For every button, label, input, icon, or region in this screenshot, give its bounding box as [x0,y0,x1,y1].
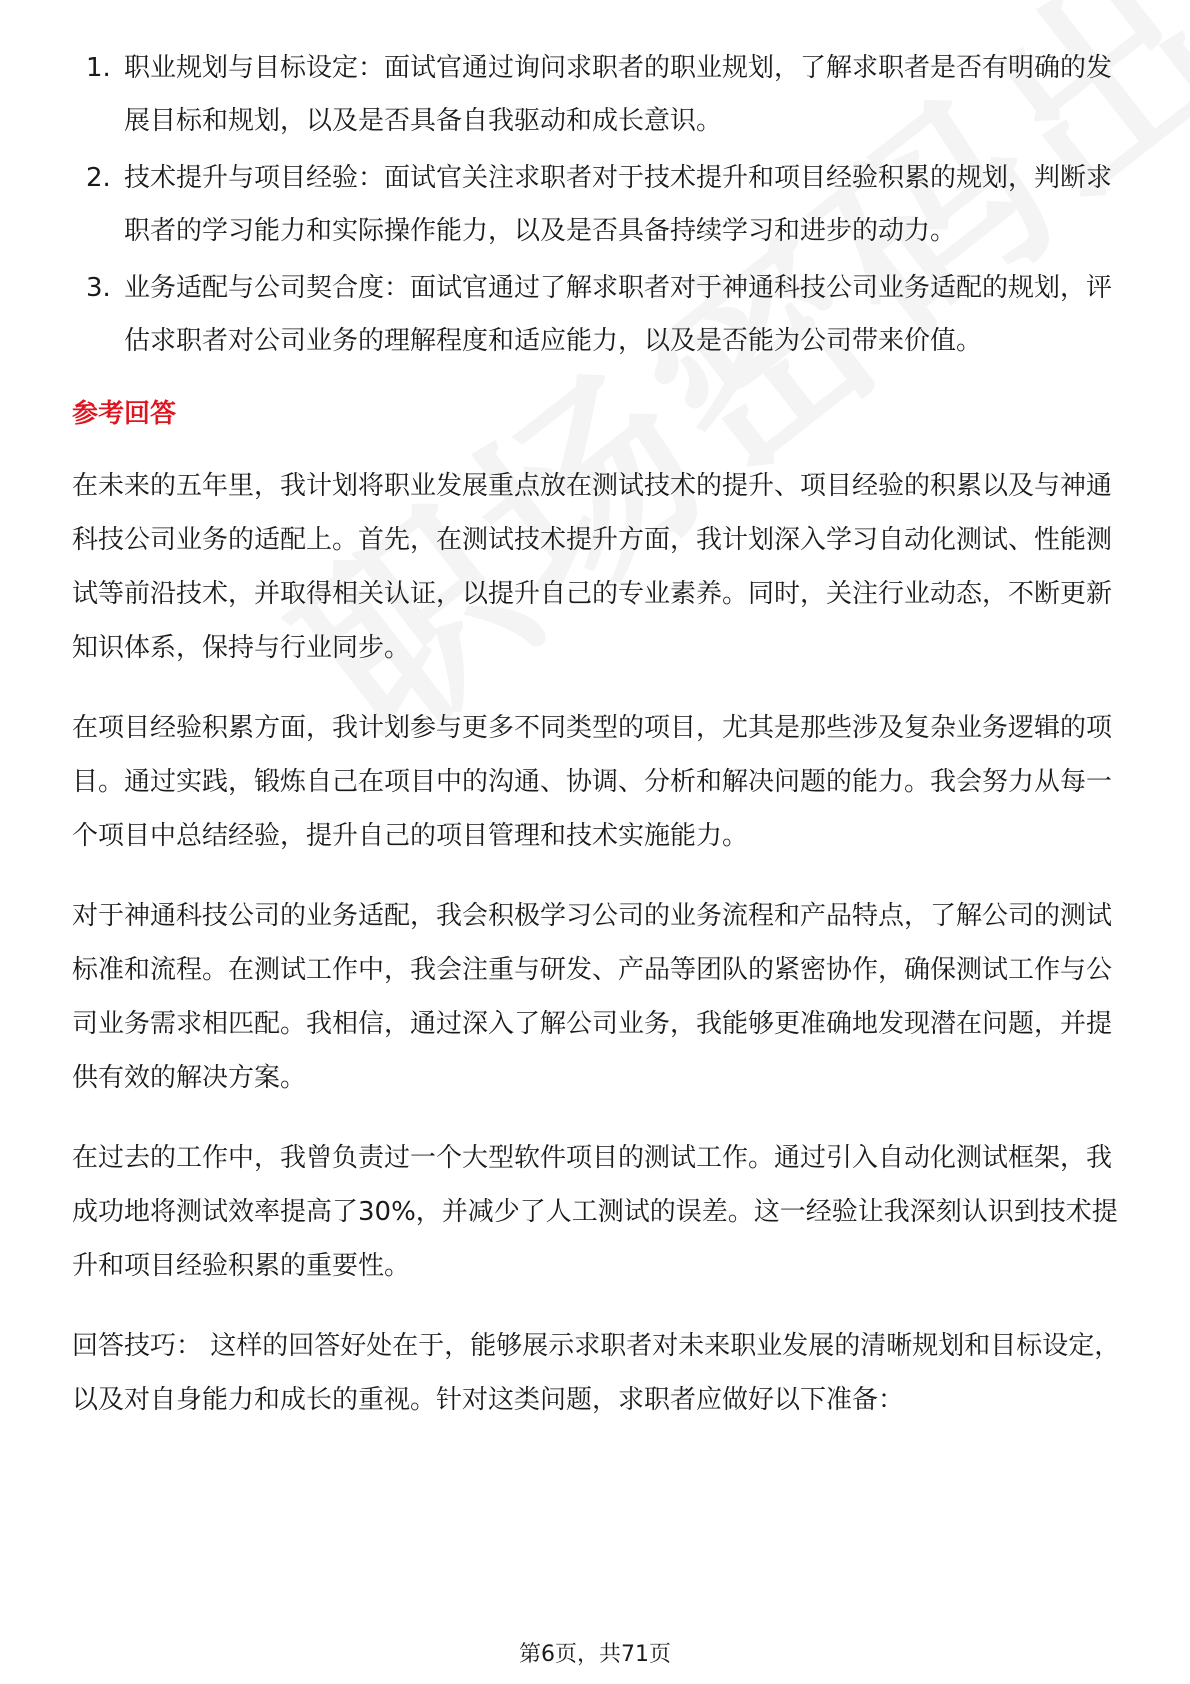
list-item-text: 业务适配与公司契合度：面试官通过了解求职者对于神通科技公司业务适配的规划，评估求职者对公司业务的理解程度和适应能力，以及是否能为公司带来价值。 [124,273,1113,356]
page-content [72,42,1122,1453]
paragraph: 对于神通科技公司的业务适配，我会积极学习公司的业务流程和产品特点，了解公司的测试标准和流程。在测试工作中，我会注重与研发、产品等团队的紧密协作，确保测试工作与公司业务需求相匹配。我相信，通过深入了解公司业务，我能够更准确地发现潜在问题，并提供有效的解决方案。 [72,901,1113,1093]
list-item-number: 1. [86,53,111,83]
list-item-text: 技术提升与项目经验：面试官关注求职者对于技术提升和项目经验积累的规划，判断求职者的学习能力和实际操作能力，以及是否具备持续学习和进步的动力。 [124,163,1113,246]
list-item-text: 职业规划与目标设定：面试官通过询问求职者的职业规划，了解求职者是否有明确的发展目标和规划，以及是否具备自我驱动和成长意识。 [124,53,1113,136]
paragraph: 在项目经验积累方面，我计划参与更多不同类型的项目，尤其是那些涉及复杂业务逻辑的项目。通过实践，锻炼自己在项目中的沟通、协调、分析和解决问题的能力。我会努力从每一个项目中总结经验，提升自己的项目管理和技术实施能力。 [72,713,1113,851]
list-item [72,152,1122,258]
paragraph: 在未来的五年里，我计划将职业发展重点放在测试技术的提升、项目经验的积累以及与神通科技公司业务的适配上。首先，在测试技术提升方面，我计划深入学习自动化测试、性能测试等前沿技术，并取得相关认证，以提升自己的专业素养。同时，关注行业动态，不断更新知识体系，保持与行业同步。 [72,471,1113,663]
paragraph: 在过去的工作中，我曾负责过一个大型软件项目的测试工作。通过引入自动化测试框架，我成功地将测试效率提高了30%，并减少了人工测试的误差。这一经验让我深刻认识到技术提升和项目经验积累的重要性。 [72,1143,1118,1281]
list-item [72,262,1122,368]
page-number-footer: 第6页，共71页 [519,1642,671,1667]
list-item [72,42,1122,148]
list-item-number: 2. [86,163,111,193]
criteria-list [72,42,1122,368]
list-item-number: 3. [86,273,111,303]
paragraph-answer-tips: 回答技巧： 这样的回答好处在于，能够展示求职者对未来职业发展的清晰规划和目标设定，以及对自身能力和成长的重视。针对这类问题，求职者应做好以下准备： [72,1331,1121,1415]
section-heading-reference-answer: 参考回答 [72,399,177,429]
